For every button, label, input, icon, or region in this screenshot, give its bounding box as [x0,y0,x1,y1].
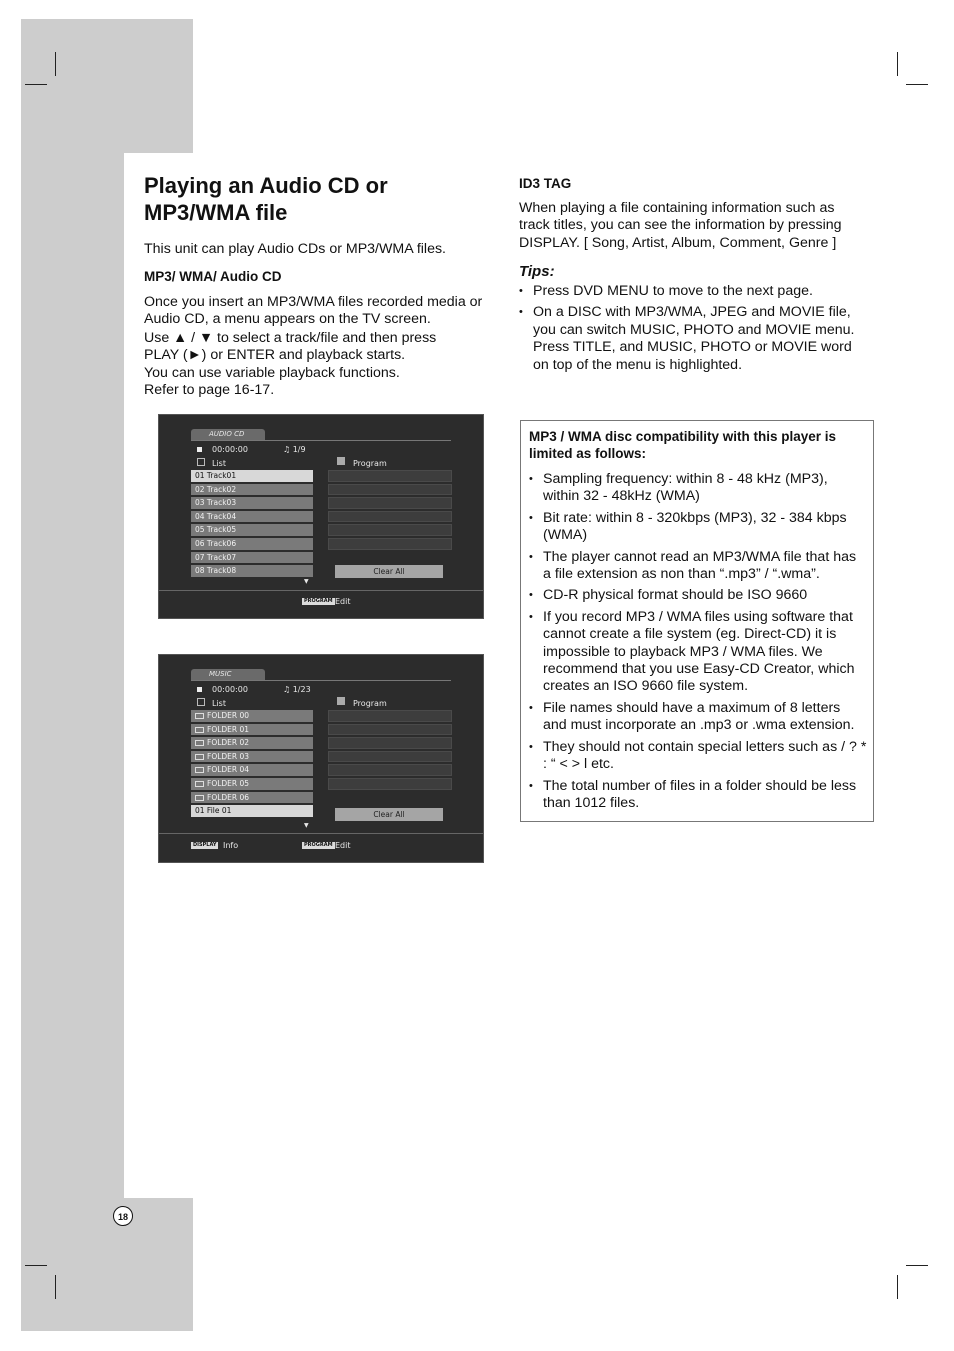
track-row[interactable]: 07 Track07 [191,552,313,564]
id3-heading: ID3 TAG [519,176,572,191]
program-label: Program [353,699,387,708]
folder-row[interactable] [191,737,313,749]
edit-label: Edit [335,841,351,850]
program-check-icon [337,697,345,705]
folder-row[interactable] [191,724,313,736]
folder-label: FOLDER 03 [207,751,250,761]
folder-label: FOLDER 05 [207,778,250,788]
compat-item: • Sampling frequency: within 8 - 48 kHz (MP3), within 32 - 48kHz (WMA) [529,471,867,506]
track-row[interactable]: 02 Track02 [191,484,313,496]
menu-tab: AUDIO CD [191,429,265,440]
instruction-line: Refer to page 16-17. [144,382,275,399]
compat-item: • If you record MP3 / WMA files using software that cannot create a file system (eg. Direct-CD) it is impossible to playback MP3 / WMA files. We recommend that you use Easy-CD Creator, which creates an ISO 9660 file system. [529,609,867,696]
audio-cd-menu-screenshot [158,414,484,619]
tips-heading: Tips: [519,263,555,280]
page-number: 18 [113,1206,133,1226]
track-row[interactable]: 01 Track01 [191,470,313,482]
compat-item: • The total number of files in a folder should be less than 1012 files. [529,778,867,813]
program-slot [328,470,452,482]
track-count: ♫ 1/23 [283,685,311,694]
instruction-paragraph: Once you insert an MP3/WMA files recorded media or Audio CD, a menu appears on the TV screen. [144,294,483,328]
list-label: List [212,459,226,468]
crop-mark [25,1265,47,1266]
list-icon [197,698,205,706]
folder-icon [195,713,204,719]
folder-label: FOLDER 04 [207,765,250,775]
compatibility-title: MP3 / WMA disc compatibility with this player is limited as follows: [529,429,837,462]
program-slot [328,497,452,509]
crop-mark [906,1265,928,1266]
page-title: Playing an Audio CD or MP3/WMA file [144,173,388,225]
tips-list [519,283,867,378]
folder-label: FOLDER 02 [207,738,250,748]
program-slot [328,538,452,550]
folder-icon [195,767,204,773]
program-slot [328,484,452,496]
tip-item: • Press DVD MENU to move to the next page. [519,283,867,300]
section-heading: MP3/ WMA/ Audio CD [144,269,282,284]
program-slot [328,778,452,790]
compatibility-list [529,471,867,816]
folder-list [191,710,313,819]
compatibility-box [520,420,874,822]
folder-icon [195,754,204,760]
list-icon [197,458,205,466]
track-list [191,470,313,579]
crop-mark [897,52,898,76]
instruction-line: PLAY (►) or ENTER and playback starts. [144,347,406,364]
program-button-icon: PROGRAM [304,842,333,848]
crop-mark [55,52,56,76]
program-slot [328,511,452,523]
stop-icon [197,447,202,452]
tip-item: • On a DISC with MP3/WMA, JPEG and MOVIE file, you can switch MUSIC, PHOTO and MOVIE menu. Press TITLE, and MUSIC, PHOTO or MOVIE word on top of the menu is highlighted. [519,304,867,374]
instruction-line: Use ▲ / ▼ to select a track/file and then press [144,330,437,346]
program-slot [328,524,452,536]
edit-label: Edit [335,597,351,606]
playback-instructions [144,330,496,400]
program-button-icon: PROGRAM [304,598,333,604]
folder-row[interactable] [191,710,313,722]
menu-tab: MUSIC [191,669,265,680]
program-label: Program [353,459,387,468]
clear-all-button[interactable]: Clear All [335,808,443,821]
program-list [328,470,452,552]
divider [159,590,483,591]
instruction-line: You can use variable playback functions. [144,364,400,381]
file-row[interactable]: 01 File 01 [191,805,313,817]
compat-item: • Bit rate: within 8 - 320kbps (MP3), 32 - 384 kbps (WMA) [529,510,867,545]
track-count: ♫ 1/9 [283,445,306,454]
compat-item: • CD-R physical format should be ISO 9660 [529,587,867,604]
intro-text: This unit can play Audio CDs or MP3/WMA files. [144,241,446,257]
clear-all-button[interactable]: Clear All [335,565,443,578]
folder-row[interactable] [191,792,313,804]
program-slot [328,751,452,763]
crop-mark [25,84,47,85]
scroll-down-icon: ▼ [304,822,309,829]
folder-icon [195,795,204,801]
stop-icon [197,687,202,692]
track-row[interactable]: 06 Track06 [191,538,313,550]
divider [191,680,451,681]
display-button-icon: DISPLAY [193,842,217,848]
track-row[interactable]: 08 Track08 [191,565,313,577]
folder-icon [195,781,204,787]
crop-mark [897,1275,898,1299]
elapsed-time: 00:00:00 [212,445,248,454]
crop-mark [906,84,928,85]
folder-label: FOLDER 06 [207,792,250,802]
folder-label: FOLDER 01 [207,724,250,734]
music-menu-screenshot [158,654,484,863]
compat-item: • They should not contain special letters such as / ? * : “ < > l etc. [529,739,867,774]
info-label: Info [223,841,239,850]
folder-row[interactable] [191,751,313,763]
divider [159,833,483,834]
program-slot [328,764,452,776]
folder-row[interactable] [191,764,313,776]
crop-mark [55,1275,56,1299]
track-row[interactable]: 05 Track05 [191,524,313,536]
program-list [328,710,452,792]
compat-item: • The player cannot read an MP3/WMA file that has a file extension as non than “.mp3” / “.wma”. [529,549,867,584]
folder-label: FOLDER 00 [207,711,250,720]
divider [191,440,451,441]
folder-row[interactable] [191,778,313,790]
id3-text: When playing a file containing information such as track titles, you can see the information by pressing DISPLAY. [ Song, Artist, Album, Comment, Genre ] [519,200,842,251]
elapsed-time: 00:00:00 [212,685,248,694]
margin-band-top [21,19,193,153]
track-row[interactable]: 04 Track04 [191,511,313,523]
track-row[interactable]: 03 Track03 [191,497,313,509]
program-slot [328,710,452,722]
program-slot [328,737,452,749]
margin-band-left [21,153,124,1198]
folder-icon [195,727,204,733]
program-slot [328,724,452,736]
scroll-down-icon: ▼ [304,578,309,585]
list-label: List [212,699,226,708]
compat-item: • File names should have a maximum of 8 letters and must incorporate an .mp3 or .wma extension. [529,700,867,735]
program-check-icon [337,457,345,465]
folder-icon [195,740,204,746]
